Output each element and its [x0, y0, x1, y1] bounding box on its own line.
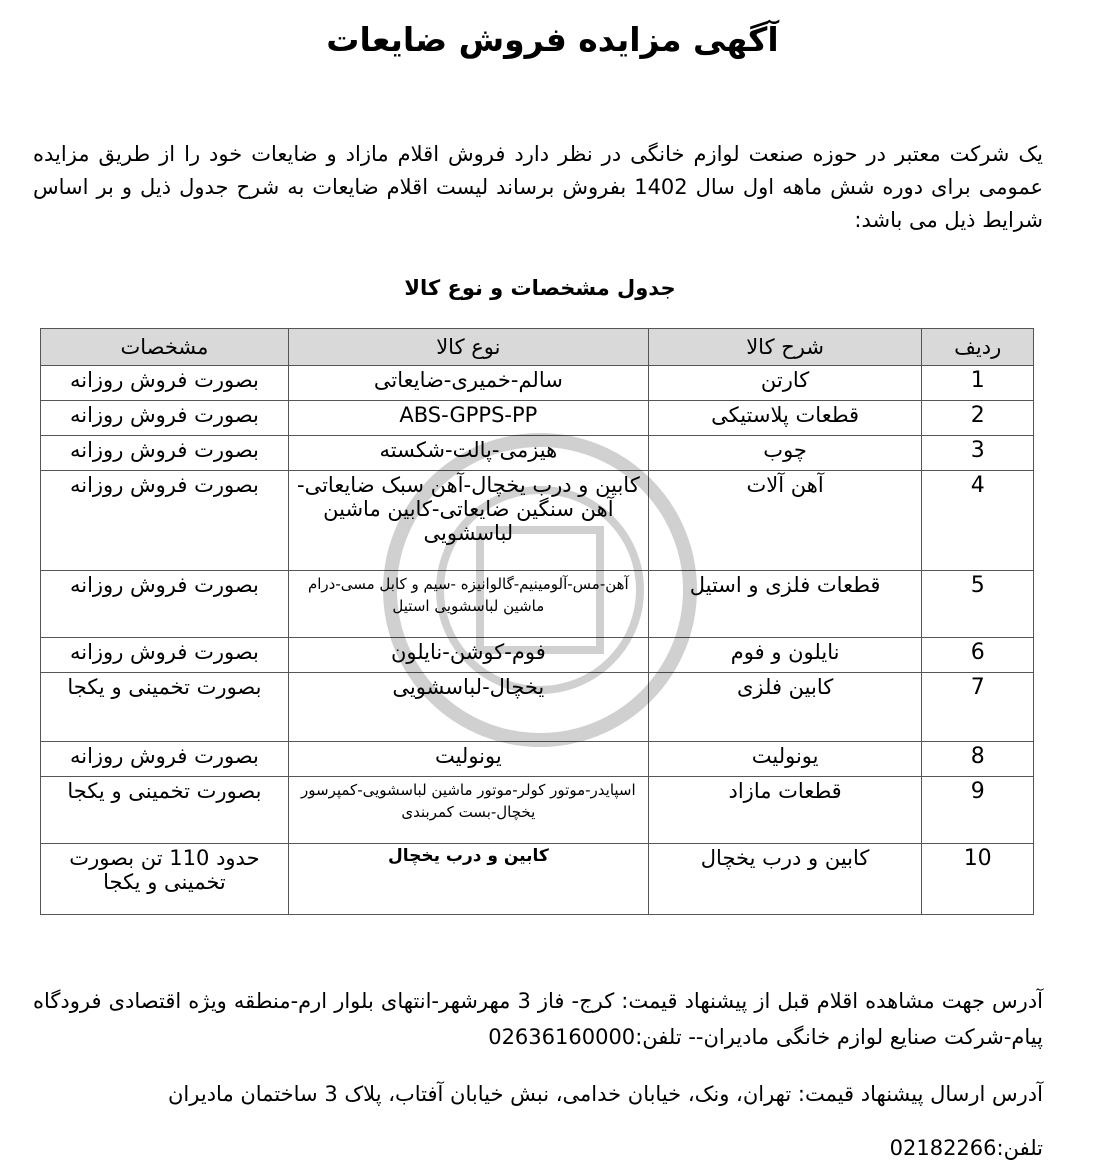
row-description: چوب: [648, 436, 922, 471]
row-no: 10: [922, 844, 1034, 915]
row-description: قطعات پلاستیکی: [648, 401, 922, 436]
row-type: کابین و درب یخچال-آهن سبک ضایعاتی-آهن سنگین ضایعاتی-کابین ماشین لباسشویی: [288, 471, 648, 571]
header-type: نوع کالا: [288, 329, 648, 366]
table-header-row: [41, 329, 1034, 366]
row-specs: بصورت فروش روزانه: [41, 638, 289, 673]
row-type: یونولیت: [288, 742, 648, 777]
row-description: کارتن: [648, 366, 922, 401]
row-type: فوم-کوشن-نایلون: [288, 638, 648, 673]
row-specs: بصورت تخمینی و یکجا: [41, 673, 289, 742]
row-type: ABS-GPPS-PP: [288, 401, 648, 436]
row-no: 3: [922, 436, 1034, 471]
table-row: [41, 742, 1034, 777]
row-specs: حدود 110 تن بصورت تخمینی و یکجا: [41, 844, 289, 915]
row-description: یونولیت: [648, 742, 922, 777]
row-specs: بصورت فروش روزانه: [41, 401, 289, 436]
row-description: قطعات فلزی و استیل: [648, 571, 922, 638]
offer-phone: [890, 1130, 1043, 1166]
table-row: [41, 401, 1034, 436]
row-specs: بصورت فروش روزانه: [41, 436, 289, 471]
row-type: اسپایدر-موتور کولر-موتور ماشین لباسشویی-کمپرسور یخچال-بست کمربندی: [288, 777, 648, 844]
row-type: آهن-مس-آلومینیم-گالوانیزه -سیم و کابل مسی-درام ماشین لباسشویی استیل: [288, 571, 648, 638]
row-no: 8: [922, 742, 1034, 777]
table-row: [41, 366, 1034, 401]
row-description: کابین و درب یخچال: [648, 844, 922, 915]
row-description: آهن آلات: [648, 471, 922, 571]
table-row: [41, 638, 1034, 673]
row-type: سالم-خمیری-ضایعاتی: [288, 366, 648, 401]
row-specs: بصورت فروش روزانه: [41, 571, 289, 638]
offer-address: آدرس ارسال پیشنهاد قیمت: تهران، ونک، خیابان خدامی، نبش خیابان آفتاب، پلاک 3 ساختمان مادیران: [168, 1082, 1043, 1106]
offer-phone-label: تلفن:: [996, 1136, 1043, 1160]
page-title: آگهی مزایده فروش ضایعات: [326, 20, 779, 59]
row-no: 6: [922, 638, 1034, 673]
row-no: 2: [922, 401, 1034, 436]
row-no: 1: [922, 366, 1034, 401]
row-specs: بصورت فروش روزانه: [41, 366, 289, 401]
row-type: یخچال-لباسشویی: [288, 673, 648, 742]
row-specs: بصورت تخمینی و یکجا: [41, 777, 289, 844]
table-row: [41, 471, 1034, 571]
intro-paragraph: یک شرکت معتبر در حوزه صنعت لوازم خانگی در نظر دارد فروش اقلام مازاد و ضایعات خود را از طریق مزایده عمومی برای دوره شش ماهه اول سال 1402 بفروش برساند لیست اقلام ضایعات به شرح جدول ذیل و بر اساس شرایط ذیل می باشد:: [33, 142, 1043, 232]
goods-table: [40, 328, 1034, 915]
row-no: 4: [922, 471, 1034, 571]
table-row: [41, 571, 1034, 638]
row-no: 7: [922, 673, 1034, 742]
row-specs: بصورت فروش روزانه: [41, 471, 289, 571]
row-description: نایلون و فوم: [648, 638, 922, 673]
offer-phone-number: 02182266: [889, 1136, 997, 1160]
row-specs: بصورت فروش روزانه: [41, 742, 289, 777]
header-row-no: ردیف: [922, 329, 1034, 366]
header-specs: مشخصات: [41, 329, 289, 366]
table-row: [41, 436, 1034, 471]
table-title: جدول مشخصات و نوع کالا: [404, 276, 676, 300]
row-type: کابین و درب یخچال: [288, 844, 648, 915]
table-row: [41, 777, 1034, 844]
viewing-address: آدرس جهت مشاهده اقلام قبل از پیشنهاد قیمت: کرج- فاز 3 مهرشهر-انتهای بلوار ارم-منطقه ویژه اقتصادی فرودگاه پیام-شرکت صنایع لوازم خانگی مادیران-- تلفن:02636160000: [33, 989, 1044, 1049]
row-description: قطعات مازاد: [648, 777, 922, 844]
row-no: 5: [922, 571, 1034, 638]
row-no: 9: [922, 777, 1034, 844]
table-row: [41, 673, 1034, 742]
table-row: [41, 844, 1034, 915]
row-type: هیزمی-پالت-شکسته: [288, 436, 648, 471]
row-description: کابین فلزی: [648, 673, 922, 742]
header-description: شرح کالا: [648, 329, 922, 366]
